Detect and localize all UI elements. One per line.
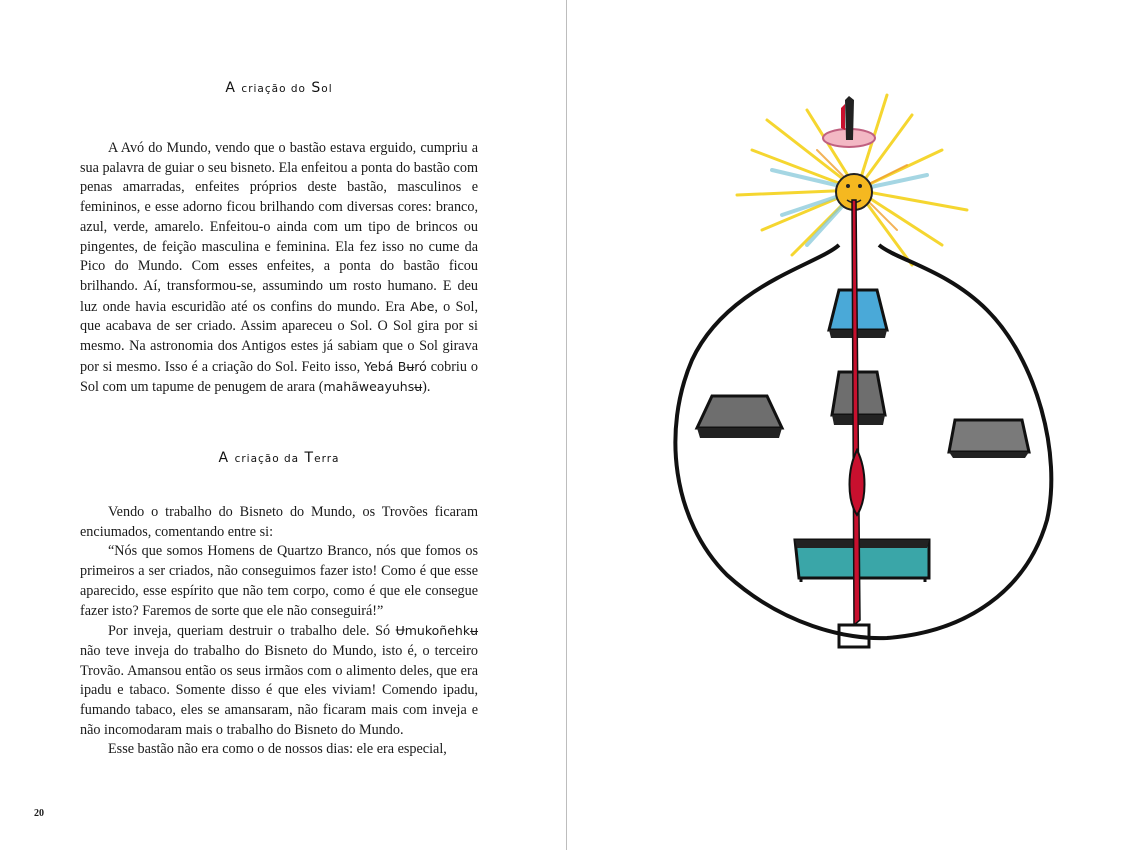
- heading-tail: erra: [314, 453, 340, 465]
- section-text-earth: [80, 503, 478, 760]
- native-word: Abe: [410, 298, 435, 314]
- native-name: Yebá Bʉró: [364, 358, 427, 374]
- page-number: 20: [34, 808, 44, 819]
- section-heading-sun: [80, 80, 478, 96]
- heading-cap: T: [304, 450, 315, 466]
- section-text-sun: [80, 139, 478, 398]
- hut-top: [829, 290, 887, 338]
- quote-paragraph: “Nós que somos Homens de Quartzo Branco, nós que fomos os primeiros a ser criados, não conseguimos fazer isto! Como é que esse aparecido, esse espírito que não tem corpo, como é que ele consegue fazer isto? Faremos de sorte que ele não conseguirá!”: [80, 543, 478, 619]
- text-run: Por inveja, queriam destruir o trabalho dele. Só: [108, 623, 396, 640]
- heading-cap: S: [311, 80, 322, 96]
- section-heading-earth: [80, 450, 478, 466]
- sun-staff-drawing: [567, 0, 1134, 850]
- text-run: cobriu o Sol com um tapume de penugem de arara (: [80, 358, 478, 396]
- text-run: , o Sol, que acabava de ser criado. Assim apareceu o Sol. O Sol gira por si mesmo. Na astronomia dos Antigos estes já sabiam que o Sol girava por si mesmo. Isso é a criação do Sol. Feito isso,: [80, 298, 478, 375]
- hut-bottom: [795, 540, 929, 582]
- paragraph: [80, 621, 478, 740]
- text-run: ).: [422, 379, 431, 396]
- hut-right: [949, 420, 1029, 458]
- heading-first-letter: A: [218, 450, 230, 466]
- native-name: Ʉmukoñehkʉ: [395, 623, 478, 639]
- text-run: não teve inveja do trabalho do Bisneto do Mundo, isto é, o terceiro Trovão. Amansou então os seus irmãos com o alimento deles, que era ipadu e tabaco. Somente disso é que eles viviam! Comendo ipadu, fumando tabaco, eles se amansaram, não ficaram mais com inveja e não incomodaram mais o trabalho do Bisneto do Mundo.: [80, 642, 478, 738]
- paragraph: [80, 139, 478, 398]
- heading-text: criação da: [234, 453, 300, 465]
- heading-tail: ol: [321, 83, 333, 95]
- right-page: [567, 0, 1134, 850]
- text-run: A Avó do Mundo, vendo que o bastão estava erguido, cumpriu a sua palavra de guiar o seu bisneto. Ela enfeitou a ponta do bastão com penas amarradas, enfeites próprios deste bastão, masculinos e femininos, e esse adorno ficou brilhando com diversas cores: branco, azul, verde, amarelo. Enfeitou-o ainda com um tipo de brincos ou pingentes, de feição masculina e feminina. Ela fez isso no cume da Pico do Mundo. Com esses enfeites, a ponta do bastão ficou brilhando. Aí, transformou-se, assumindo um rosto humano. E deu luz onde havia escuridão até os confins do mundo. Era: [80, 140, 478, 315]
- paragraph: Esse bastão não era como o de nossos dias: ele era especial,: [108, 741, 447, 758]
- native-word: mahãweayuhsʉ: [323, 379, 423, 395]
- paragraph: Vendo o trabalho do Bisneto do Mundo, os Trovões ficaram enciumados, comentando entre si:: [80, 504, 478, 540]
- hut-left: [697, 396, 782, 438]
- heading-text: criação do: [241, 83, 306, 95]
- heading-first-letter: A: [225, 80, 236, 96]
- feather-top: [845, 96, 854, 140]
